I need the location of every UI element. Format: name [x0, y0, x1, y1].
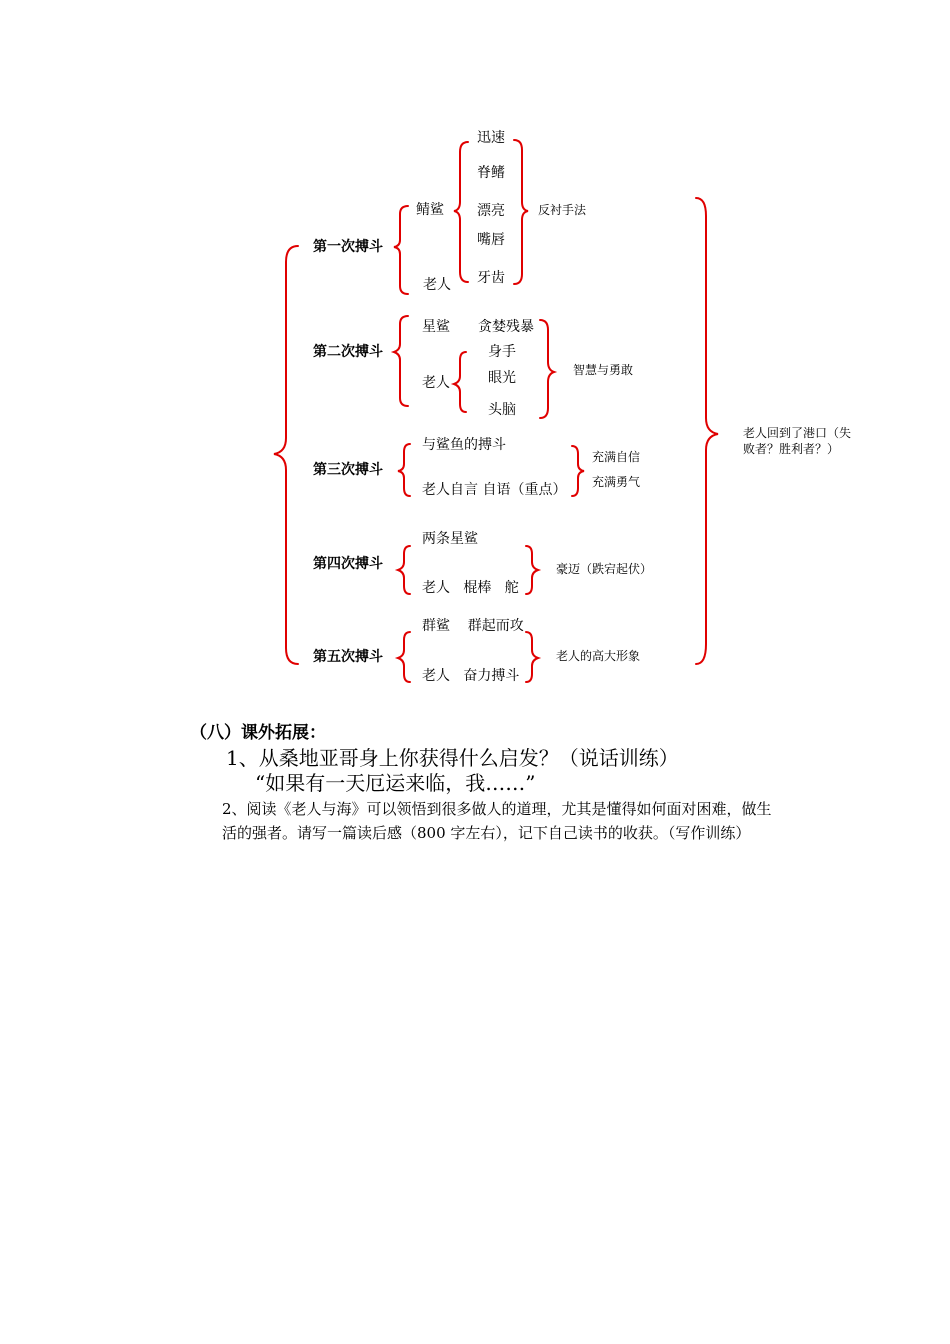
- conclusion-line2: 败者？胜利者？）: [743, 442, 840, 456]
- bout3-brace: [398, 444, 410, 496]
- bout1-feature: 脊鳍: [477, 165, 505, 181]
- bout2-shark-trait: 贪婪残暴: [478, 319, 534, 335]
- extension-item1-quote: “如果有一天厄运来临，我……”: [255, 771, 536, 795]
- bout2-traits-brace: [454, 352, 466, 412]
- bout5-note: 老人的高大形象: [556, 649, 641, 663]
- bout1-shark: 鲭鲨: [416, 202, 444, 218]
- bout5-label: 第五次搏斗: [313, 649, 383, 665]
- bout1-feature: 漂亮: [477, 203, 505, 219]
- bout2-trait: 头脑: [488, 402, 516, 418]
- bout4-line1: 两条星鲨: [422, 531, 478, 547]
- bout1-brace: [394, 206, 408, 294]
- bout2-right-brace: [540, 320, 554, 418]
- bout1-feature: 嘴唇: [477, 232, 505, 248]
- bout5-brace: [398, 632, 410, 682]
- bout3-label: 第三次搏斗: [313, 462, 383, 478]
- bout2-trait: 身手: [488, 344, 516, 360]
- main-right-brace: [696, 198, 718, 664]
- bout4-right-brace: [526, 546, 538, 594]
- bout4-line2: 老人 棍棒 舵: [422, 580, 519, 596]
- bout5-line2: 老人 奋力搏斗: [422, 668, 520, 684]
- bout3-right-brace: [572, 446, 584, 496]
- bout2-shark: 星鲨: [422, 319, 450, 335]
- extension-item2-line1: 2、阅读《老人与海》可以领悟到很多做人的道理，尤其是懂得如何面对困难，做生: [222, 800, 772, 818]
- bout3-line1: 与鲨鱼的搏斗: [422, 437, 506, 453]
- bout1-features-left-brace: [454, 142, 468, 282]
- main-left-brace: [274, 246, 298, 664]
- bout4-note: 豪迈（跌宕起伏）: [556, 562, 653, 576]
- bout1-features-right-brace: [514, 140, 528, 284]
- extension-item1: 1、从桑地亚哥身上你获得什么启发？（说话训练）: [226, 746, 679, 770]
- extension-heading: （八）课外拓展：: [190, 723, 326, 743]
- bout3-note: 充满勇气: [592, 475, 641, 489]
- bout3-line2: 老人自言 自语（重点）: [422, 482, 567, 498]
- bout2-note: 智慧与勇敢: [573, 363, 634, 377]
- bout1-old-man: 老人: [423, 277, 451, 293]
- bout1-label: 第一次搏斗: [313, 239, 383, 255]
- bout5-right-brace: [526, 632, 538, 682]
- bout1-feature: 迅速: [477, 130, 505, 146]
- bout3-note: 充满自信: [592, 450, 641, 464]
- conclusion-line1: 老人回到了港口（失: [743, 426, 852, 440]
- extension-item2-line2: 活的强者。请写一篇读后感（800 字左右），记下自己读书的收获。（写作训练）: [222, 824, 751, 842]
- bout5-line1: 群鲨 群起而攻: [422, 618, 524, 634]
- bout4-brace: [398, 546, 410, 594]
- bout2-brace: [394, 316, 408, 406]
- bout1-feature: 牙齿: [477, 270, 505, 286]
- bout2-old-man: 老人: [422, 375, 450, 391]
- bout1-note: 反衬手法: [538, 203, 587, 217]
- bout2-label: 第二次搏斗: [313, 344, 383, 360]
- bout2-trait: 眼光: [488, 370, 516, 386]
- bout4-label: 第四次搏斗: [313, 556, 383, 572]
